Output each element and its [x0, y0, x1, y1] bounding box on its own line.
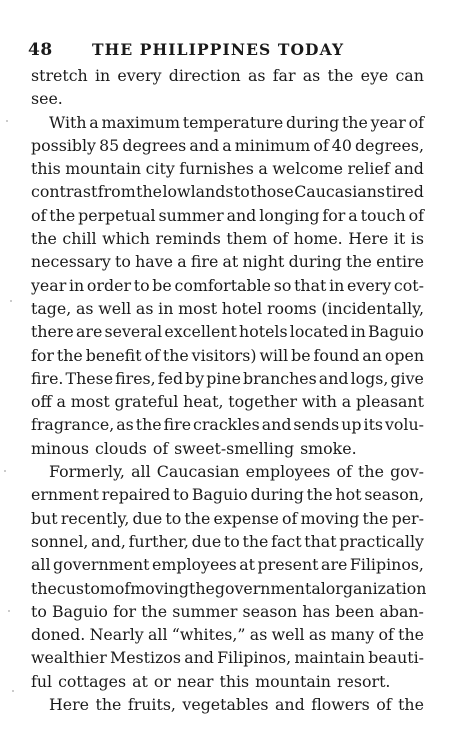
scan-speck	[6, 120, 8, 122]
text-line: ernment repaired to Baguio during the hot season,	[31, 485, 424, 505]
text-line: see.	[31, 89, 63, 109]
text-line: contrast from the lowlands to those Caucasians tired	[31, 182, 424, 202]
text-line: With a maximum temperature during the year of	[49, 112, 424, 132]
text-line: the chill which reminds them of home. Here it is	[31, 229, 424, 249]
text-line: but recently, due to the expense of moving the per-	[31, 508, 424, 528]
scan-speck	[12, 690, 14, 692]
running-title: THE PHILIPPINES TODAY	[92, 40, 345, 59]
text-line: wealthier Mestizos and Filipinos, maintain beauti-	[31, 648, 424, 668]
text-line: of the perpetual summer and longing for a touch of	[31, 205, 424, 225]
text-line: sonnel, and, further, due to the fact that practically	[31, 531, 424, 551]
text-line: there are several excellent hotels located in Baguio	[31, 322, 424, 342]
text-line: this mountain city furnishes a welcome relief and	[31, 159, 424, 179]
text-line: year in order to be comfortable so that in every cot-	[31, 275, 424, 295]
text-line: the custom of moving the governmental organization	[31, 578, 427, 598]
text-line: to Baguio for the summer season has been aban-	[31, 601, 424, 621]
scan-speck	[10, 300, 12, 302]
text-line: doned. Nearly all “whites,” as well as many of the	[31, 625, 424, 645]
text-line: for the benefit of the visitors) will be found an open	[31, 345, 424, 365]
text-line: Formerly, all Caucasian employees of the gov-	[49, 462, 424, 482]
text-line: Here the fruits, vegetables and flowers of the	[49, 695, 424, 715]
text-line: fire. These fires, fed by pine branches and logs, give	[31, 368, 424, 388]
scan-speck	[4, 470, 6, 472]
text-line: ful cottages at or near this mountain resort.	[31, 671, 391, 691]
text-line: stretch in every direction as far as the eye can	[31, 66, 424, 85]
text-line: tage, as well as in most hotel rooms (incidentally,	[31, 298, 424, 318]
scan-speck	[8, 610, 10, 612]
text-line: necessary to have a fire at night during the entire	[31, 252, 424, 272]
text-line: off a most grateful heat, together with a pleasant	[31, 392, 424, 412]
body-text	[31, 64, 427, 716]
page-number: 48	[28, 40, 53, 60]
text-line: fragrance, as the fire crackles and sends up its volu-	[31, 415, 424, 435]
text-line: minous clouds of sweet-smelling smoke.	[31, 438, 357, 458]
text-line: possibly 85 degrees and a minimum of 40 degrees,	[31, 135, 424, 155]
page-header	[28, 40, 428, 62]
text-line: all government employees at present are Filipinos,	[31, 555, 424, 575]
